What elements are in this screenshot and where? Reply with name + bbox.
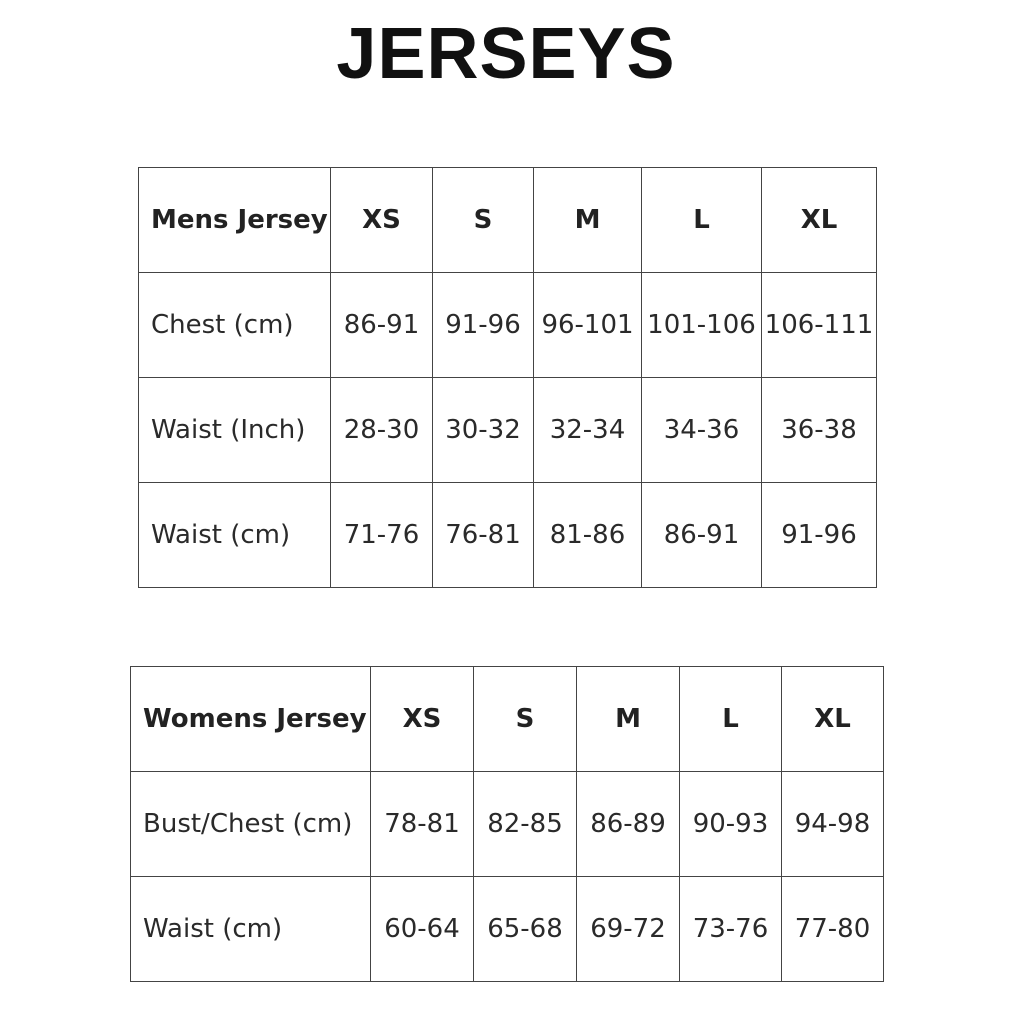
size-header-xs: XS: [331, 168, 433, 273]
table-cell: 78-81: [371, 772, 474, 877]
table-cell: 65-68: [474, 877, 577, 982]
table-row: [139, 273, 877, 378]
womens-size-table: [130, 666, 884, 982]
row-label: Waist (cm): [131, 877, 371, 982]
table-cell: 73-76: [680, 877, 782, 982]
table-row: [131, 772, 884, 877]
table-cell: 91-96: [762, 483, 877, 588]
mens-table-title: Mens Jersey: [139, 168, 331, 273]
size-header-s: S: [474, 667, 577, 772]
table-cell: 34-36: [642, 378, 762, 483]
table-cell: 94-98: [782, 772, 884, 877]
size-header-m: M: [577, 667, 680, 772]
row-label: Waist (Inch): [139, 378, 331, 483]
size-header-l: L: [680, 667, 782, 772]
row-label: Chest (cm): [139, 273, 331, 378]
table-row: [131, 877, 884, 982]
table-cell: 32-34: [534, 378, 642, 483]
table-cell: 30-32: [433, 378, 534, 483]
table-cell: 81-86: [534, 483, 642, 588]
table-cell: 77-80: [782, 877, 884, 982]
size-header-l: L: [642, 168, 762, 273]
table-row: [139, 483, 877, 588]
row-label: Waist (cm): [139, 483, 331, 588]
table-cell: 90-93: [680, 772, 782, 877]
table-row: [139, 378, 877, 483]
table-cell: 82-85: [474, 772, 577, 877]
table-header-row: [131, 667, 884, 772]
page-title: JERSEYS: [336, 14, 676, 94]
table-header-row: [139, 168, 877, 273]
mens-size-table: [138, 167, 877, 588]
table-cell: 76-81: [433, 483, 534, 588]
table-cell: 69-72: [577, 877, 680, 982]
table-cell: 86-91: [642, 483, 762, 588]
size-header-xl: XL: [762, 168, 877, 273]
table-cell: 60-64: [371, 877, 474, 982]
table-cell: 36-38: [762, 378, 877, 483]
table-cell: 96-101: [534, 273, 642, 378]
size-header-xl: XL: [782, 667, 884, 772]
table-cell: 86-89: [577, 772, 680, 877]
table-cell: 106-111: [762, 273, 877, 378]
womens-table-title: Womens Jersey: [131, 667, 371, 772]
table-cell: 71-76: [331, 483, 433, 588]
table-cell: 28-30: [331, 378, 433, 483]
size-header-xs: XS: [371, 667, 474, 772]
table-cell: 86-91: [331, 273, 433, 378]
size-header-m: M: [534, 168, 642, 273]
size-header-s: S: [433, 168, 534, 273]
table-cell: 101-106: [642, 273, 762, 378]
row-label: Bust/Chest (cm): [131, 772, 371, 877]
table-cell: 91-96: [433, 273, 534, 378]
